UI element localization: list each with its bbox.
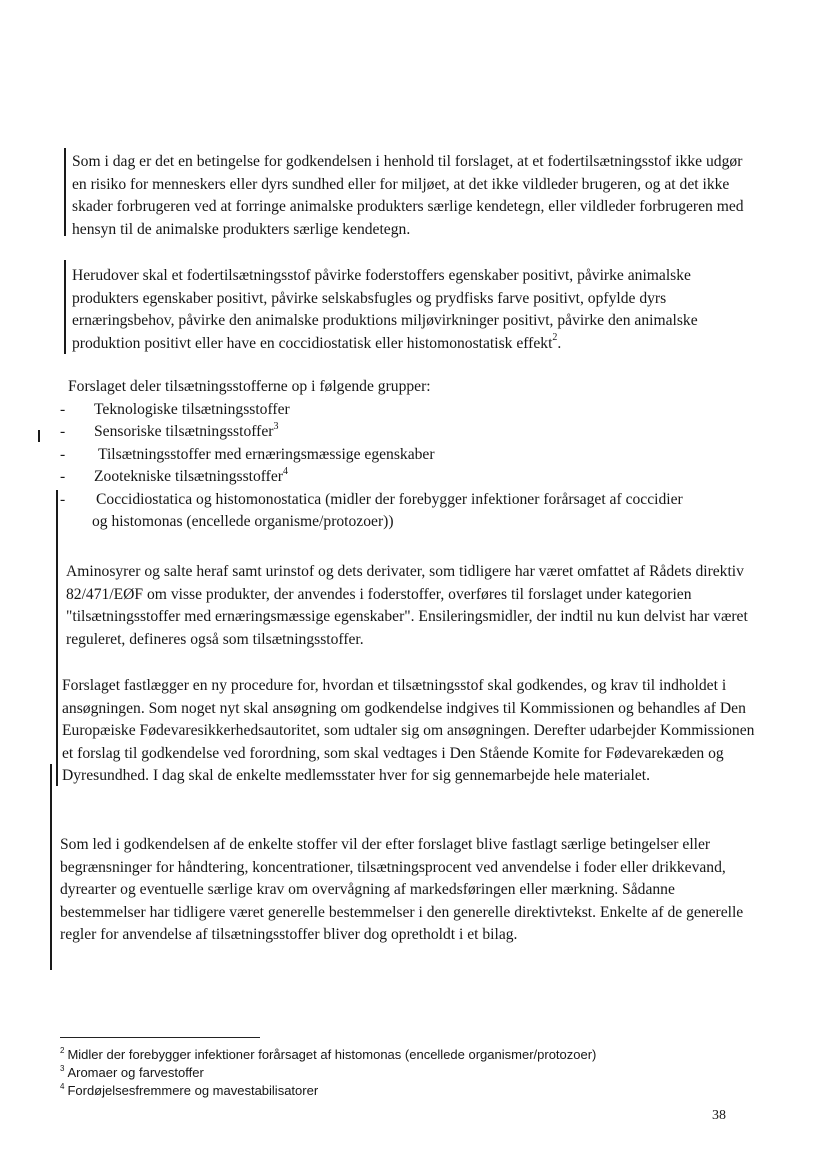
paragraph-text: Som i dag er det en betingelse for godkendelsen i henhold til forslaget, at et fodertilsætningsstof ikke udgør en risiko for menneskers eller dyrs sundhed eller for miljøet, at det ikke vildleder brugeren, og at det ikke skader forbrugeren ved at forringe animalske produkters særlige kendetegn, eller vildleder forbrugeren med hensyn til de animalske produkters særlige kendetegn. xyxy=(72,153,744,238)
footnote-number: 2 xyxy=(60,1045,65,1055)
paragraph-text xyxy=(72,265,752,355)
paragraph-text: Aminosyrer og salte heraf samt urinstof og dets derivater, som tidligere har været omfattet af Rådets direktiv 82/471/EØF om visse produkter, der anvendes i foderstoffer, overføres til forslaget under kategorien "tilsætningsstoffer med ernæringsmæssige egenskaber". Ensileringsmidler, der indtil nu kun delvist har været reguleret, defineres også som tilsætningsstoffer. xyxy=(66,563,748,648)
page-number: 38 xyxy=(712,1108,726,1123)
paragraph-2 xyxy=(72,265,752,355)
change-bar xyxy=(64,260,66,354)
list-dash: - xyxy=(60,423,66,440)
paragraph-1 xyxy=(72,151,752,241)
list-item xyxy=(60,465,768,489)
list-item-continuation: og histomonas (encellede organisme/protozoer)) xyxy=(92,513,394,530)
paragraph-5 xyxy=(60,834,756,947)
footnote xyxy=(60,1082,318,1100)
footnote-number: 3 xyxy=(60,1063,65,1073)
footnote-separator xyxy=(60,1037,260,1038)
paragraph-4 xyxy=(62,675,756,788)
list-item xyxy=(60,420,768,444)
paragraph-text: Forslaget fastlægger en ny procedure for, hvordan et tilsætningsstof skal godkendes, og krav til indholdet i ansøgningen. Som noget nyt skal ansøgning om godkendelse indgives til Kommissionen og behandles af Den Europæiske Fødevaresikkerhedsautoritet, som udtaler sig om ansøgningen. Derefter udarbejder Kommissionen et forslag til godkendelse ved forordning, som skal vedtages i Den Stående Komite for Fødevarekæden og Dyresundhed. I dag skal de enkelte medlemsstater hver for sig gennemarbejde hele materialet. xyxy=(62,677,755,784)
group-list xyxy=(60,376,768,534)
list-dash: - xyxy=(60,445,66,463)
paragraph-end: . xyxy=(557,334,562,352)
list-item-text: Teknologiske tilsætningsstoffer xyxy=(94,400,290,418)
footnote xyxy=(60,1046,596,1064)
list-item-text: Zootekniske tilsætningsstoffer xyxy=(94,468,283,485)
list-item-text: Sensoriske tilsætningsstoffer xyxy=(94,423,274,440)
footnote-ref: 2 xyxy=(552,332,558,344)
list-dash: - xyxy=(60,490,66,508)
list-item xyxy=(60,489,768,534)
list-dash: - xyxy=(60,468,66,485)
paragraph-body: Herudover skal et fodertilsætningsstof påvirke foderstoffers egenskaber positivt, påvirke animalske produkters egenskaber positivt, påvirke selskabsfugles og prydfisks farve positivt, opfylde dyrs ernæringsbehov, påvirke den animalske produktions miljøvirkninger positivt, påvirke den animalske produktion positivt eller have en coccidiostatisk eller histomonostatisk effekt xyxy=(72,267,698,352)
paragraph-text: Som led i godkendelsen af de enkelte stoffer vil der efter forslaget blive fastlagt særlige betingelser eller begrænsninger for håndtering, koncentrationer, tilsætningsprocent ved anvendelse i foder eller drikkevand, dyrearter og eventuelle særlige krav om overvågning af markedsføringen eller mærkning. Sådanne bestemmelser har tidligere været generelle bestemmelser i den generelle direktivtekst. Enkelte af de generelle regler for anvendelse af tilsætningsstoffer bliver dog opretholdt i et bilag. xyxy=(60,836,744,943)
footnote-ref: 3 xyxy=(273,420,279,432)
change-bar xyxy=(56,490,58,786)
paragraph-3 xyxy=(66,561,756,651)
list-item-text: Coccidiostatica og histomonostatica (midler der forebygger infektioner forårsaget af coccidier xyxy=(96,490,683,508)
footnote xyxy=(60,1064,204,1082)
change-bar xyxy=(50,764,52,970)
change-bar xyxy=(64,148,66,236)
list-item xyxy=(60,399,768,422)
footnote-ref: 4 xyxy=(283,465,288,477)
footnote-text: Fordøjelsesfremmere og mavestabilisatorer xyxy=(67,1083,319,1098)
footnote-text: Aromaer og farvestoffer xyxy=(67,1065,204,1080)
footnote-number: 4 xyxy=(60,1081,65,1091)
list-item-text: Tilsætningsstoffer med ernæringsmæssige egenskaber xyxy=(98,445,435,463)
list-item xyxy=(60,444,768,467)
list-dash: - xyxy=(60,400,66,418)
change-bar xyxy=(38,430,40,442)
list-intro: Forslaget deler tilsætningsstofferne op i følgende grupper: xyxy=(68,378,431,395)
footnote-text: Midler der forebygger infektioner forårsaget af histomonas (encellede organismer/protozoer) xyxy=(67,1047,597,1062)
